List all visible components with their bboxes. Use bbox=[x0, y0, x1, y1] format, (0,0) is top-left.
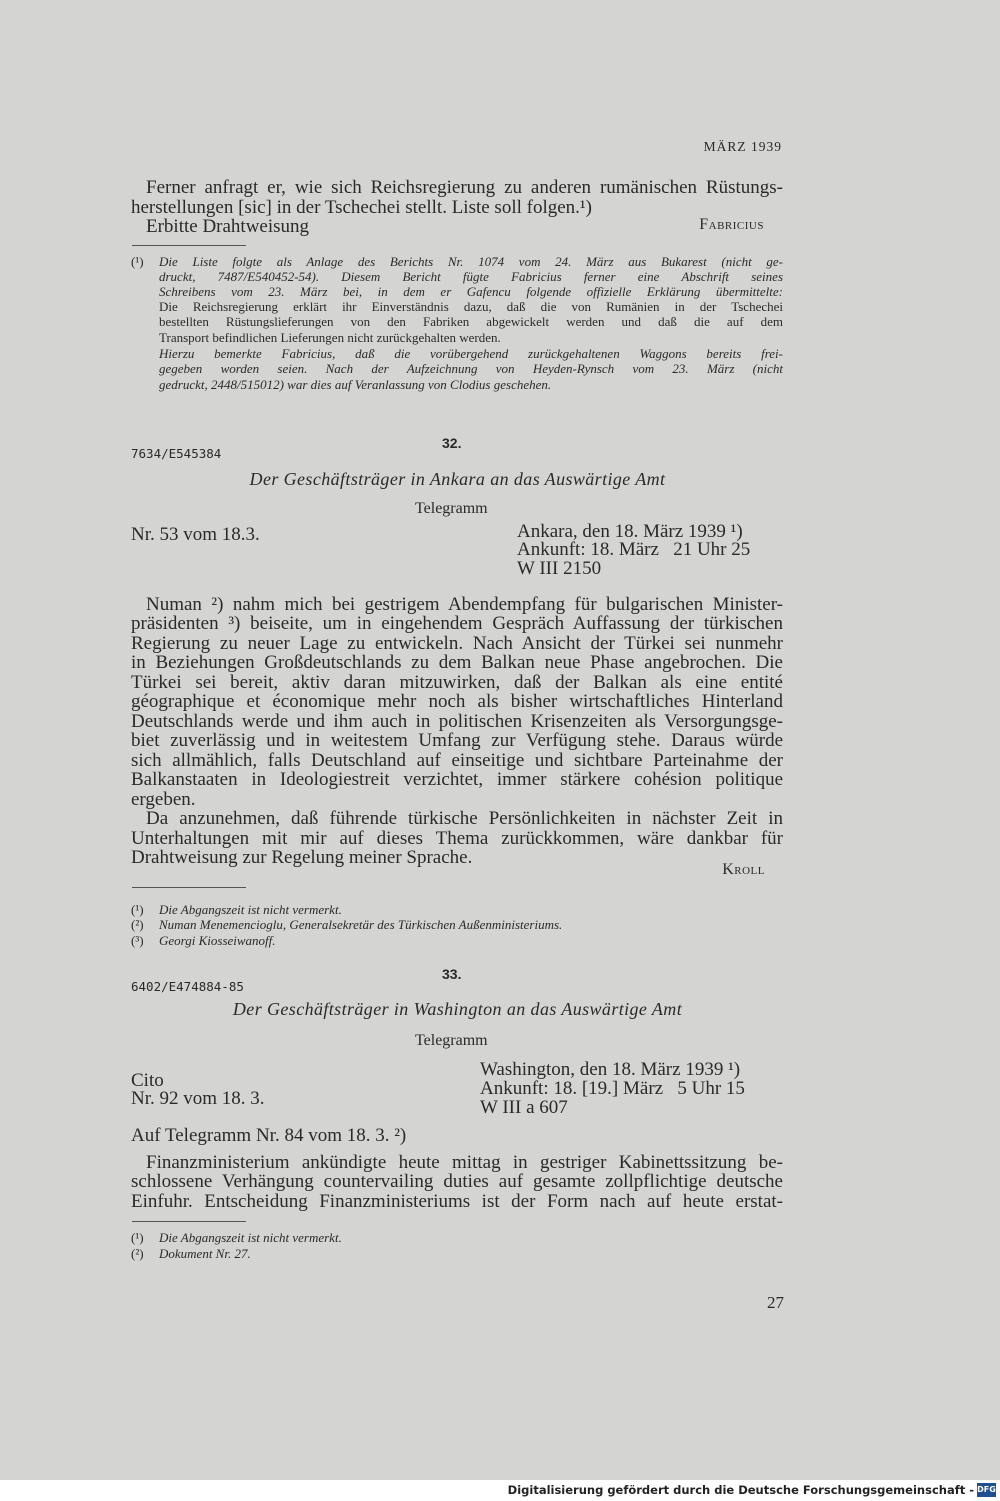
intro-line-2: herstellungen [sic] in der Tschechei stellt. Liste soll folgen.¹) bbox=[131, 197, 592, 218]
footnote-line: druckt, 7487/E540452-54). Diesem Bericht fügte Fabricius ferner eine Abschrift seines bbox=[159, 269, 783, 284]
footnote-marker: (²) bbox=[131, 917, 144, 932]
footnote-rule bbox=[132, 1221, 246, 1222]
footnote-marker: (¹) bbox=[131, 1230, 144, 1245]
footnote-line: Schreibens vom 23. März bei, in dem er Gafencu folgende offizielle Erklärung übermittelte: bbox=[159, 284, 783, 299]
footnote-line: gegeben worden seien. Nach der Aufzeichnung von Heyden-Rynsch vom 23. März (nicht bbox=[159, 361, 783, 376]
doc32-signature: Kroll bbox=[722, 861, 765, 878]
footnote-text: Die Abgangszeit ist nicht vermerkt. bbox=[159, 1230, 342, 1245]
doc32-body-line: in Beziehungen Großdeutschlands zu dem Balkan neue Phase angebrochen. Die bbox=[131, 652, 783, 673]
page-number: 27 bbox=[767, 1293, 784, 1312]
doc32-nr: Nr. 53 vom 18.3. bbox=[131, 524, 260, 545]
footnote-marker: (²) bbox=[131, 1246, 144, 1261]
footnote-line: Die Reichsregierung erklärt ihr Einverständnis dazu, daß die von Rumänien in der Tschechei bbox=[159, 299, 783, 314]
doc32-title: Der Geschäftsträger in Ankara an das Auswärtige Amt bbox=[249, 469, 666, 489]
intro-closing: Erbitte Drahtweisung bbox=[146, 216, 310, 237]
footnote-line: Hierzu bemerkte Fabricius, daß die vorübergehend zurückgehaltenen Waggons bereits frei- bbox=[159, 346, 783, 361]
doc33-number: 33. bbox=[442, 966, 462, 982]
doc32-body-line: Numan ²) nahm mich bei gestrigem Abendempfang für bulgarischen Minister- bbox=[146, 594, 783, 615]
footnote-line: Die Liste folgte als Anlage des Berichts Nr. 1074 vom 24. März aus Bukarest (nicht ge- bbox=[159, 254, 783, 269]
doc32-place-date: Ankara, den 18. März 1939 ¹) bbox=[517, 521, 743, 542]
footnote-line: Transport befindlichen Lieferungen nicht zurückgehalten werden. bbox=[159, 330, 501, 345]
doc32-arrival: Ankunft: 18. März 21 Uhr 25 bbox=[517, 539, 751, 560]
doc32-body-line: sich allmählich, falls Deutschland auf einseitige und sichtbare Parteinahme der bbox=[131, 750, 783, 771]
doc32-body-line: Deutschlands werde und ihm auch in politischen Krisenzeiten als Versorgungsge- bbox=[131, 711, 783, 732]
dfg-logo-icon: DFG bbox=[977, 1483, 996, 1497]
footnote-marker: (¹) bbox=[131, 902, 144, 917]
doc33-reference: Auf Telegramm Nr. 84 vom 18. 3. ²) bbox=[131, 1125, 407, 1146]
intro-line-1: Ferner anfragt er, wie sich Reichsregierung zu anderen rumänischen Rüstungs- bbox=[146, 177, 783, 198]
doc32-body-line: ergeben. bbox=[131, 789, 196, 810]
doc32-type: Telegramm bbox=[415, 500, 488, 517]
footnote-line: bestellten Rüstungslieferungen von den Fabriken abgewickelt werden und daß die auf dem bbox=[159, 314, 783, 329]
doc32-body-line: Balkanstaaten in Ideologiestreit verzichtet, immer stärkere cohésion politique bbox=[131, 769, 783, 790]
footnote-rule bbox=[132, 245, 246, 246]
footnote-marker: (¹) bbox=[131, 254, 144, 269]
doc32-body-line: biet zuverlässig und in weitestem Umfang zur Verfügung stehe. Daraus würde bbox=[131, 730, 783, 751]
doc32-body-line: Unterhaltungen mit mir auf dieses Thema zurückkommen, wäre dankbar für bbox=[131, 828, 783, 849]
running-head: MÄRZ 1939 bbox=[703, 139, 782, 154]
doc33-type: Telegramm bbox=[415, 1032, 488, 1049]
doc33-body-line: schlossene Verhängung countervailing duties auf gesamte zollpflichtige deutsche bbox=[131, 1171, 783, 1192]
doc32-body-line: Regierung zu neuer Lage zu entwickeln. Nach Ansicht der Türkei sei nunmehr bbox=[131, 633, 783, 654]
doc33-body-line: Finanzministerium ankündigte heute mittag in gestriger Kabinettssitzung be- bbox=[146, 1152, 783, 1173]
footnote-text: Georgi Kiosseiwanoff. bbox=[159, 933, 276, 948]
doc32-body-line: präsidenten ³) beiseite, um in eingehendem Gespräch Auffassung der türkischen bbox=[131, 613, 783, 634]
doc33-arrival: Ankunft: 18. [19.] März 5 Uhr 15 bbox=[480, 1078, 745, 1099]
footnote-line: gedruckt, 2448/515012) war dies auf Veranlassung von Clodius geschehen. bbox=[159, 377, 552, 392]
funding-note: Digitalisierung gefördert durch die Deutsche Forschungsgemeinschaft - bbox=[507, 1483, 974, 1497]
doc33-registry: W III a 607 bbox=[480, 1097, 568, 1118]
doc32-body-line: Drahtweisung zur Regelung meiner Sprache. bbox=[131, 847, 473, 868]
doc32-registry: W III 2150 bbox=[517, 558, 602, 579]
footnote-text: Numan Menemencioglu, Generalsekretär des Türkischen Außenministeriums. bbox=[159, 917, 563, 932]
footnote-marker: (³) bbox=[131, 933, 144, 948]
footnote-text: Die Abgangszeit ist nicht vermerkt. bbox=[159, 902, 342, 917]
doc33-file-ref: 6402/E474884-85 bbox=[131, 979, 244, 994]
doc33-place-date: Washington, den 18. März 1939 ¹) bbox=[480, 1059, 741, 1080]
intro-signature: Fabricius bbox=[699, 216, 764, 233]
doc32-body-line: géographique et économique mehr noch als bisher wirtschaftliches Hinterland bbox=[131, 691, 783, 712]
doc32-file-ref: 7634/E545384 bbox=[131, 446, 222, 461]
footnote-rule bbox=[132, 887, 246, 888]
doc32-body-line: Da anzunehmen, daß führende türkische Persönlichkeiten in nächster Zeit in bbox=[146, 808, 783, 829]
doc33-body-line: Einfuhr. Entscheidung Finanzministeriums ist der Form nach auf heute erstat- bbox=[131, 1191, 783, 1212]
doc33-title: Der Geschäftsträger in Washington an das Auswärtige Amt bbox=[232, 999, 683, 1019]
footnote-text: Dokument Nr. 27. bbox=[159, 1246, 251, 1261]
doc33-nr: Nr. 92 vom 18. 3. bbox=[131, 1088, 265, 1109]
doc32-body-line: Türkei sei bereit, aktiv daran mitzuwirken, daß der Balkan als eine entité bbox=[131, 672, 783, 693]
doc33-priority: Cito bbox=[131, 1070, 164, 1091]
doc32-number: 32. bbox=[442, 435, 462, 451]
